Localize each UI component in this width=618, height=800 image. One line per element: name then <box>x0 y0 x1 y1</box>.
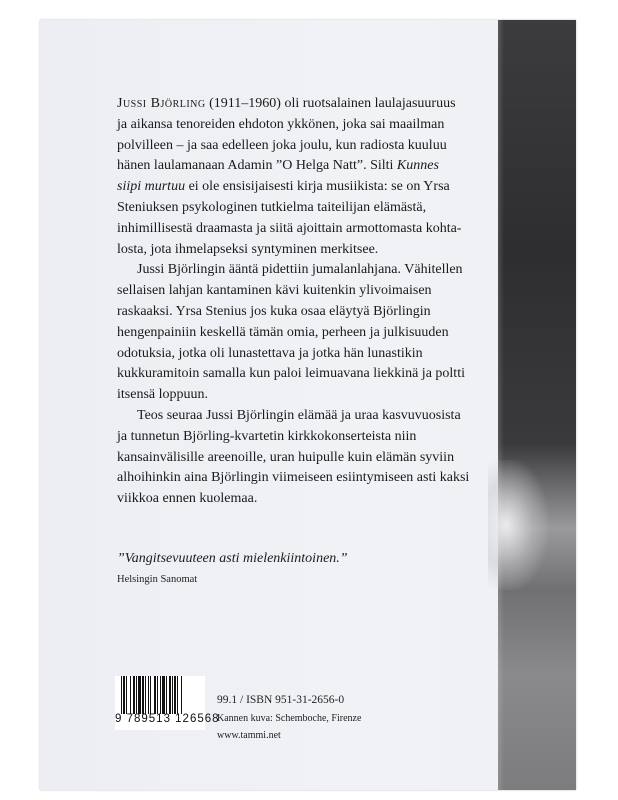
isbn: 99.1 / ISBN 951-31-2656-0 <box>217 694 345 706</box>
review-quote: ”Vangitsevuuteen asti mielenkiintoinen.” <box>117 551 348 566</box>
author-name: Jussi Björling <box>117 96 206 111</box>
imprint-info <box>217 692 361 745</box>
spine-photo-strip <box>498 20 576 790</box>
book-back-cover <box>40 20 576 790</box>
barcode-bars <box>121 676 184 714</box>
blurb-text <box>117 94 487 510</box>
book-title: Kunnes <box>396 158 439 174</box>
blurb-paragraph-2: Jussi Björlingin ääntä pidettiin jumalanlahjana. Vähitellen sellaisen lahjan kantaminen kävi kuitenkin ylivoimaisen raskaaksi. Yrsa Stenius jos kuka osaa eläytyä Björlingin hengenpainiin keskellä tämän omia, perheen ja julkisuuden odotuksia, jotka oli lunastettava ja jotka hän lunastikin kukkuramitoin samalla kun paloi leimuavana liekkinä ja poltti itsensä loppuun. <box>117 262 465 403</box>
publisher-website: www.tammi.net <box>217 730 281 741</box>
blurb-paragraph-3: Teos seuraa Jussi Björlingin elämää ja uraa kasvuvuosista ja tunnetun Björling-kvartetin kirkkokonserteista niin kansainvälisille areenoille, uran huipulle kuin elämän syviin alhoihinkin aina Björlingin viimeiseen esiintymiseen asti kaksi viikkoa ennen kuolemaa. <box>117 407 470 507</box>
barcode-bar <box>182 676 184 714</box>
barcode-number: 9 789513 126568 <box>115 713 220 725</box>
cover-credit: Kannen kuva: Schemboche, Firenze <box>217 712 362 724</box>
blurb-paragraph-1: Jussi Björling (1911–1960) oli ruotsalainen laulajasuuruus ja aikansa tenoreiden ehdoton ykkönen, joka sai maailman polvilleen – ja saa edelleen joka joulu, kun radiosta kuuluu hänen laulamanaan Adamin ”O Helga Natt”. Silti Kunnes siipi murtuu ei ole ensisijaisesti kirja musiikista: se on Yrsa Steniuksen psykologinen tutkielma taiteilijan elämästä, inhimillisestä draamasta ja siitä ajoittain armottomasta kohta- losta, jota ihmelapseksi syntyminen merkitsee. <box>117 96 462 257</box>
book-title: siipi murtuu <box>117 179 186 195</box>
review-source: Helsingin Sanomat <box>117 574 198 585</box>
barcode <box>115 676 220 730</box>
